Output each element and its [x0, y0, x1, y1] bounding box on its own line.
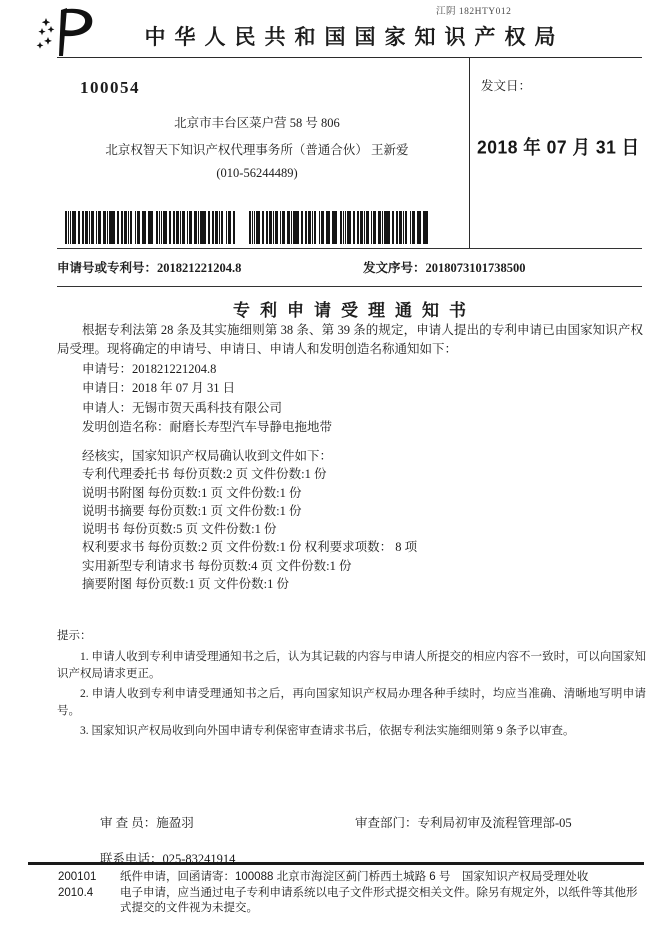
recipient-phone: (010-56244489) — [216, 166, 298, 180]
recipient-address-line-2: 北京权智天下知识产权代理事务所（普通合伙） 王新爱 — [105, 142, 409, 157]
recipient-block — [57, 78, 457, 181]
field-application-date: 申请日：2018 年 07 月 31 日 — [82, 381, 236, 396]
numbers-row — [57, 258, 642, 278]
received-item: 摘要附图 每份页数:1 页 文件份数:1 份 — [82, 577, 289, 592]
tips-label: 提示： — [57, 630, 92, 642]
notice-title: 专利申请受理通知书 — [233, 301, 476, 320]
tips-block — [57, 628, 646, 742]
dispatch-serial-line: 发文序号：2018073101738500 — [363, 261, 526, 275]
field-applicant: 申请人：无锡市贺天禹科技有限公司 — [82, 400, 283, 415]
tip-item: 3. 国家知识产权局收到向外国申请专利保密审查请求书后，依据专利法实施细则第 9 条予以审查。 — [80, 724, 575, 737]
recipient-postal-code: 100054 — [80, 78, 140, 97]
notice-fields — [57, 360, 643, 437]
field-invention-title: 发明创造名称：耐磨长寿型汽车导静电拖地带 — [82, 419, 333, 434]
org-title: 中华人民共和国国家知识产权局 — [144, 25, 565, 49]
recipient-address-line-1: 北京市丰台区菜户营 58 号 806 — [174, 116, 340, 130]
received-item: 说明书 每份页数:5 页 文件份数:1 份 — [82, 522, 277, 537]
received-item: 说明书摘要 每份页数:1 页 文件份数:1 份 — [82, 503, 302, 518]
address-date-divider — [469, 58, 470, 248]
received-documents-block — [57, 447, 643, 593]
received-item: 权利要求书 每份页数:2 页 文件份数:1 份 权利要求项数： 8 项 — [82, 540, 418, 555]
barcode-icon — [65, 211, 235, 244]
received-item: 专利代理委托书 每份页数:2 页 文件份数:1 份 — [82, 467, 327, 482]
footer-rule — [28, 862, 644, 865]
received-intro: 经核实，国家知识产权局确认收到文件如下： — [82, 449, 333, 463]
header-rule — [57, 57, 642, 58]
tip-item: 2. 申请人收到专利申请受理通知书之后，再向国家知识产权局办理各种手续时，均应当准确、清晰地写明申请号。 — [57, 687, 646, 717]
footer-row-electronic — [58, 886, 646, 917]
application-number-line: 申请号或专利号：201821221204.8 — [57, 261, 242, 275]
reference-code: 江阴 182HTY012 — [436, 7, 512, 17]
rule-above-numbers — [57, 248, 642, 249]
footer-code: 200101 — [58, 871, 97, 883]
rule-below-numbers — [57, 286, 642, 287]
footer-code: 2010.4 — [58, 886, 94, 899]
received-item: 实用新型专利请求书 每份页数:4 页 文件份数:1 份 — [82, 558, 352, 573]
contact-phone: 联系电话：025-83241914 — [100, 852, 236, 866]
dispatch-date-label: 发文日： — [481, 79, 532, 93]
dispatch-date-stamp: 2018 年 07 月 31 日 — [477, 136, 640, 158]
footer-block — [58, 870, 646, 917]
footer-text: 电子申请，应当通过电子专利申请系统以电子文件形式提交相关文件。除另有规定外，以纸件等其他形式提交的文件视为未提交。 — [120, 886, 638, 914]
examiner-name: 审 查 员：施盈羽 — [100, 816, 194, 830]
barcode-icon — [249, 211, 429, 244]
notice-intro-paragraph: 根据专利法第 28 条及其实施细则第 38 条、第 39 条的规定，申请人提出的专利申请已由国家知识产权局受理。现将确定的申请号、申请日、申请人和发明创造名称通知如下： — [57, 323, 643, 356]
footer-text: 纸件申请，回函请寄：100088 北京市海淀区蓟门桥西土城路 6 号 国家知识产权局受理处收 — [120, 871, 589, 883]
examining-department: 审查部门：专利局初审及流程管理部-05 — [355, 816, 572, 830]
signoff-row — [100, 813, 642, 831]
tip-item: 1. 申请人收到专利申请受理通知书之后，认为其记载的内容与申请人所提交的相应内容不一致时，可以向国家知识产权局请求更正。 — [57, 650, 646, 680]
footer-row-paper — [58, 870, 646, 886]
field-application-number: 申请号：201821221204.8 — [82, 362, 217, 376]
received-item: 说明书附图 每份页数:1 页 文件份数:1 份 — [82, 485, 302, 500]
